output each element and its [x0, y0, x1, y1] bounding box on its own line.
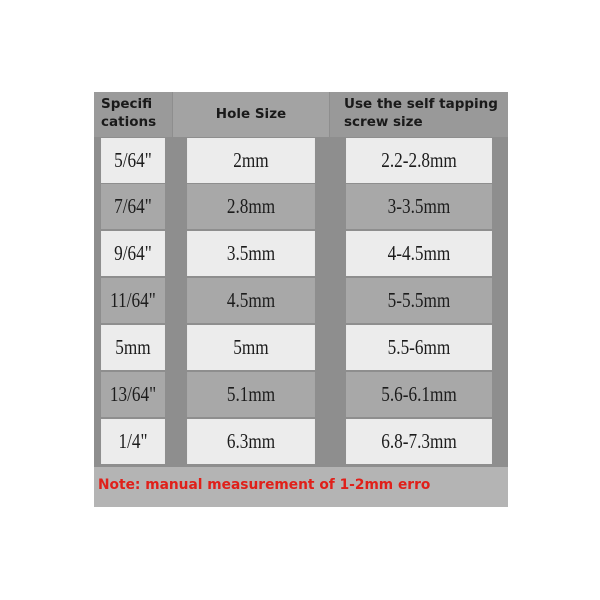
- hole-size-cell: 5.1mm: [187, 372, 315, 417]
- hole-size-cell: 4.5mm: [187, 278, 315, 323]
- note-text: Note: manual measurement of 1-2mm erro: [98, 477, 431, 493]
- screw-size-cell: 4-4.5mm: [346, 231, 492, 276]
- table-row: [94, 325, 508, 371]
- table-row: [94, 138, 508, 184]
- screw-size-cell: 3-3.5mm: [346, 184, 492, 229]
- table-header: [94, 92, 508, 137]
- table-row: [94, 231, 508, 277]
- header-specifications: [94, 92, 172, 137]
- table-row: [94, 184, 508, 230]
- header-screw-size: [330, 92, 508, 137]
- hole-size-cell: 3.5mm: [187, 231, 315, 276]
- spec-cell: 11/64": [101, 278, 165, 323]
- hole-size-cell: 2.8mm: [187, 184, 315, 229]
- screw-size-cell: 5.6-6.1mm: [346, 372, 492, 417]
- header-screw-size-line2: screw size: [344, 114, 423, 130]
- spec-cell: 5/64": [101, 138, 165, 183]
- header-screw-size-line1: Use the self tapping: [344, 96, 498, 112]
- spec-cell: 13/64": [101, 372, 165, 417]
- hole-size-cell: 5mm: [187, 325, 315, 370]
- screw-size-cell: 5-5.5mm: [346, 278, 492, 323]
- table-row: [94, 278, 508, 324]
- spec-cell: 5mm: [101, 325, 165, 370]
- screw-size-cell: 5.5-6mm: [346, 325, 492, 370]
- header-specifications-line1: Specifi: [101, 96, 153, 112]
- table-row: [94, 419, 508, 465]
- spec-cell: 9/64": [101, 231, 165, 276]
- screw-size-cell: 6.8-7.3mm: [346, 419, 492, 464]
- spec-cell: 1/4": [101, 419, 165, 464]
- spec-cell: 7/64": [101, 184, 165, 229]
- header-specifications-line2: cations: [101, 114, 157, 130]
- note-banner: [94, 467, 508, 507]
- screw-size-cell: 2.2-2.8mm: [346, 138, 492, 183]
- hole-size-cell: 6.3mm: [187, 419, 315, 464]
- table-row: [94, 372, 508, 418]
- header-hole-size: Hole Size: [173, 92, 329, 137]
- spec-table: [94, 92, 508, 507]
- hole-size-cell: 2mm: [187, 138, 315, 183]
